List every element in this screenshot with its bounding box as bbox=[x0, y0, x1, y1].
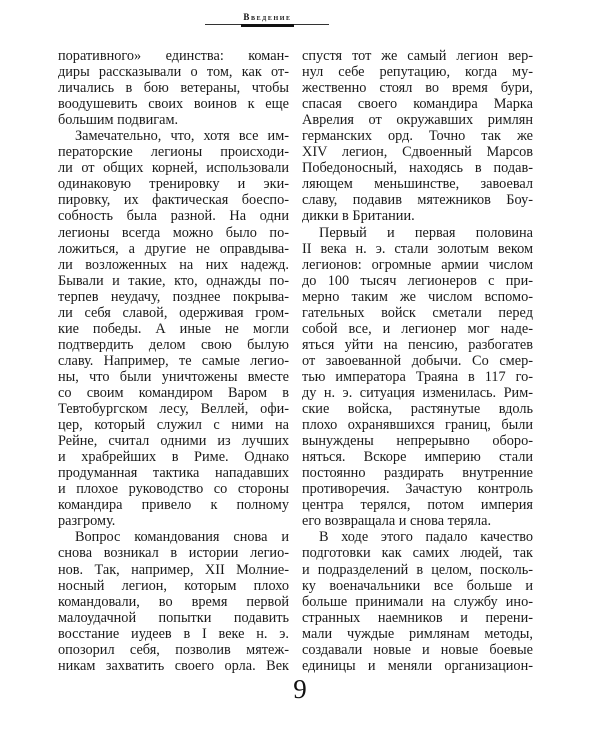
text-line: большим подвигам. bbox=[58, 112, 179, 129]
text-line: ператорские легионы происходи- bbox=[58, 144, 289, 161]
paragraph bbox=[302, 529, 533, 673]
text-line: дикки в Британии. bbox=[302, 208, 415, 225]
text-line: противоречия. Зачастую контроль bbox=[302, 481, 533, 498]
text-column-right bbox=[302, 48, 533, 674]
paragraph bbox=[58, 529, 289, 673]
text-line: подтвердить делом свою былую bbox=[58, 336, 289, 353]
text-line: собой все, и легионер мог наде- bbox=[302, 320, 533, 337]
text-line: Вопрос командования снова и bbox=[75, 529, 289, 546]
text-line: странных наемников и перени- bbox=[302, 609, 533, 626]
text-line: малоудачной попытки подавить bbox=[58, 609, 289, 626]
text-line: личались в бою ветераны, чтобы bbox=[58, 80, 289, 97]
text-line: восстание иудеев в I веке н. э. bbox=[58, 625, 289, 642]
running-header-title: Введение bbox=[243, 12, 292, 22]
text-line: жественно стоял во время бури, bbox=[302, 80, 533, 97]
text-line: легионы всегда можно было по- bbox=[58, 224, 289, 241]
text-line: поративного» единства: коман- bbox=[58, 48, 289, 64]
text-line: легионов: огромные армии числом bbox=[302, 256, 533, 273]
text-line: собность была разной. На одни bbox=[58, 208, 289, 225]
text-line: ские войска, растянутые вдоль bbox=[302, 401, 533, 418]
text-line: воодушевить своих воинов к еще bbox=[58, 96, 289, 113]
paragraph bbox=[58, 48, 289, 128]
text-line: Победоносный, находясь в подав- bbox=[302, 160, 533, 177]
text-line: кие победы. А иные не могли bbox=[58, 320, 289, 337]
text-line: В ходе этого падало качество bbox=[319, 529, 533, 546]
text-line: ложиться, а другие не оправдыва- bbox=[58, 240, 289, 257]
text-line: германских орд. Точно так же bbox=[302, 128, 533, 145]
text-line: разгрому. bbox=[58, 513, 116, 530]
text-line: со своим командиром Варом в bbox=[58, 384, 289, 401]
text-line: от завоеванной добычи. Со смер- bbox=[302, 352, 533, 369]
text-line: ли себя славой, одерживая гром- bbox=[58, 304, 289, 321]
text-line: нул себе репутацию, когда му- bbox=[302, 64, 533, 81]
text-line: ны, что были уничтожены вместе bbox=[58, 368, 289, 385]
paragraph bbox=[302, 48, 533, 225]
text-line: яться уйти на пенсию, разбогатев bbox=[302, 336, 533, 353]
text-line: плохо охранявшихся границ, были bbox=[302, 417, 533, 434]
text-line: центра терялся, потом империя bbox=[302, 497, 533, 514]
text-line: больше принимали на службу ино- bbox=[302, 593, 533, 610]
text-line: спасая своего командира Марка bbox=[302, 96, 533, 113]
text-line: Первый и первая половина bbox=[319, 224, 533, 241]
text-line: Тевтобургском лесу, Веллей, офи- bbox=[58, 401, 289, 418]
text-line: пировку, их фактическая боеспо- bbox=[58, 192, 289, 209]
text-line: ку военачальники все больше и bbox=[302, 577, 533, 594]
text-line: тью императора Траяна в 117 го- bbox=[302, 368, 533, 385]
text-line: цер, который служил с ними на bbox=[58, 417, 289, 434]
text-line: няться. Вскоре империю стали bbox=[302, 449, 533, 466]
text-line: носный легион, которым плохо bbox=[58, 577, 289, 594]
text-line: Замечательно, что, хотя все им- bbox=[75, 128, 289, 145]
text-line: нов. Так, например, XII Молние- bbox=[58, 561, 289, 578]
text-line: его возвращала и снова теряла. bbox=[302, 513, 492, 530]
text-line: мерно таким же числом вспомо- bbox=[302, 288, 533, 305]
text-line: опозорил себя, позволив мятеж- bbox=[58, 641, 289, 658]
text-line: и плохое руководство со стороны bbox=[58, 481, 289, 498]
text-line: создавали новые и новые боевые bbox=[302, 641, 533, 658]
text-line: XIV легион, Сдвоенный Марсов bbox=[302, 144, 533, 161]
paragraph bbox=[302, 225, 533, 530]
text-column-left bbox=[58, 48, 289, 674]
text-line: ли возложенных на них надежд. bbox=[58, 256, 289, 273]
text-line: единицы и меняли организацион- bbox=[302, 657, 533, 674]
header-bar bbox=[241, 24, 294, 27]
text-line: славу. Например, те самые легио- bbox=[58, 352, 289, 369]
text-line: командовали, во время первой bbox=[58, 593, 289, 610]
text-line: постоянно раздирать внутренние bbox=[302, 465, 533, 482]
text-line: II века н. э. стали золотым веком bbox=[302, 240, 533, 257]
text-line: ляющем меньшинстве, завоевал bbox=[302, 176, 533, 193]
text-line: спустя тот же самый легион вер- bbox=[302, 48, 533, 64]
text-line: до 100 тысяч легионеров с при- bbox=[302, 272, 533, 289]
text-line: и храбрейших в Риме. Однако bbox=[58, 449, 289, 466]
paragraph bbox=[58, 128, 289, 529]
text-line: славу, подавив мятежников Боу- bbox=[302, 192, 533, 209]
text-line: Аврелия от окружавших римлян bbox=[302, 112, 533, 129]
text-line: Рейне, считал одними из лучших bbox=[58, 433, 289, 450]
page-number: 9 bbox=[293, 674, 307, 704]
text-line: гательных войск сметали перед bbox=[302, 304, 533, 321]
text-line: подготовки как самих людей, так bbox=[302, 545, 533, 562]
text-line: и подразделений в целом, посколь- bbox=[302, 561, 533, 578]
text-line: диры рассказывали о том, как от- bbox=[58, 64, 289, 81]
text-line: ду н. э. ситуация изменилась. Рим- bbox=[302, 384, 533, 401]
text-line: мали чуждые римлянам методы, bbox=[302, 625, 533, 642]
text-line: продуманная тактика нападавших bbox=[58, 465, 289, 482]
text-line: Бывали и такие, кто, однажды по- bbox=[58, 272, 289, 289]
text-line: никам захватить своего орла. Век bbox=[58, 657, 289, 674]
text-line: вынуждены непрерывно оборо- bbox=[302, 433, 533, 450]
text-line: одинаковую тренировку и эки- bbox=[58, 176, 289, 193]
text-line: снова возникал в истории легио- bbox=[58, 545, 289, 562]
text-line: терпев неудачу, позднее покрыва- bbox=[58, 288, 289, 305]
text-line: командира привело к полному bbox=[58, 497, 289, 514]
text-line: ли от общих корней, использовали bbox=[58, 160, 289, 177]
